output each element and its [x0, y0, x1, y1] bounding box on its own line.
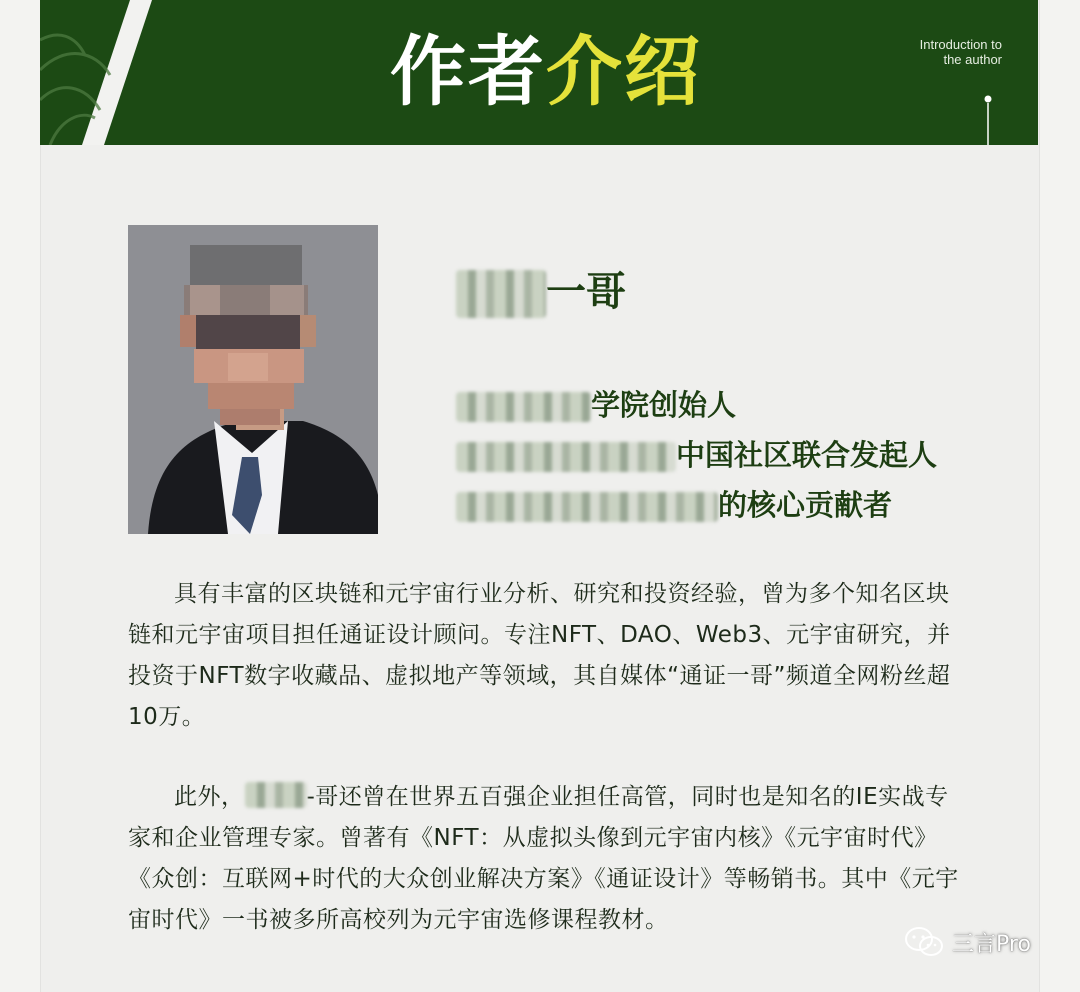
- author-name: [456, 262, 626, 322]
- role-text-3: 的核心贡献者: [718, 488, 893, 522]
- role-text-1: 学院创始人: [591, 388, 737, 422]
- blurred-text: [456, 392, 591, 422]
- wechat-icon: [904, 926, 944, 958]
- blurred-text: [245, 782, 307, 808]
- bio-paragraph-1: 具有丰富的区块链和元宇宙行业分析、研究和投资经验，曾为多个知名区块链和元宇宙项目担任通证设计顾问。专注NFT、DAO、Web3、元宇宙研究，并投资于NFT数字收藏品、虚拟地产等领域，其自媒体“通证一哥”频道全网粉丝超10万。: [128, 581, 951, 730]
- title-part-yellow: 介绍: [546, 27, 702, 116]
- watermark-text: 三言Pro: [952, 931, 1031, 957]
- role-text-2: 中国社区联合发起人: [676, 438, 938, 472]
- pin-icon: [984, 95, 992, 145]
- author-name-suffix: 一哥: [546, 269, 626, 315]
- role-line-3: [456, 480, 937, 530]
- subtitle-line-1: Introduction to: [919, 37, 1002, 52]
- bio-paragraph-2: [128, 777, 968, 941]
- blurred-text: [456, 442, 676, 472]
- blurred-name-part: [456, 270, 546, 318]
- role-line-1: [456, 380, 937, 430]
- header-banner: [40, 0, 1038, 145]
- blurred-text: [456, 492, 718, 522]
- watermark: [904, 926, 1031, 958]
- role-line-2: [456, 430, 937, 480]
- paragraph-2-start: 此外，: [174, 784, 245, 810]
- english-subtitle: [920, 37, 1002, 67]
- author-photo: [128, 225, 378, 534]
- subtitle-line-2: the author: [943, 52, 1002, 67]
- portrait-image: [128, 225, 378, 534]
- author-roles: [456, 380, 937, 530]
- title-part-white: 作者: [390, 27, 546, 116]
- paragraph-2-rest: -哥还曾在世界五百强企业担任高管，同时也是知名的IE实战专家和企业管理专家。曾著有《NFT：从虚拟头像到元宇宙内核》《元宇宙时代》《众创：互联网+时代的大众创业解决方案》《通证设计》等畅销书。其中《元宇宙时代》一书被多所高校列为元宇宙选修课程教材。: [128, 784, 959, 933]
- page-title: [390, 22, 710, 122]
